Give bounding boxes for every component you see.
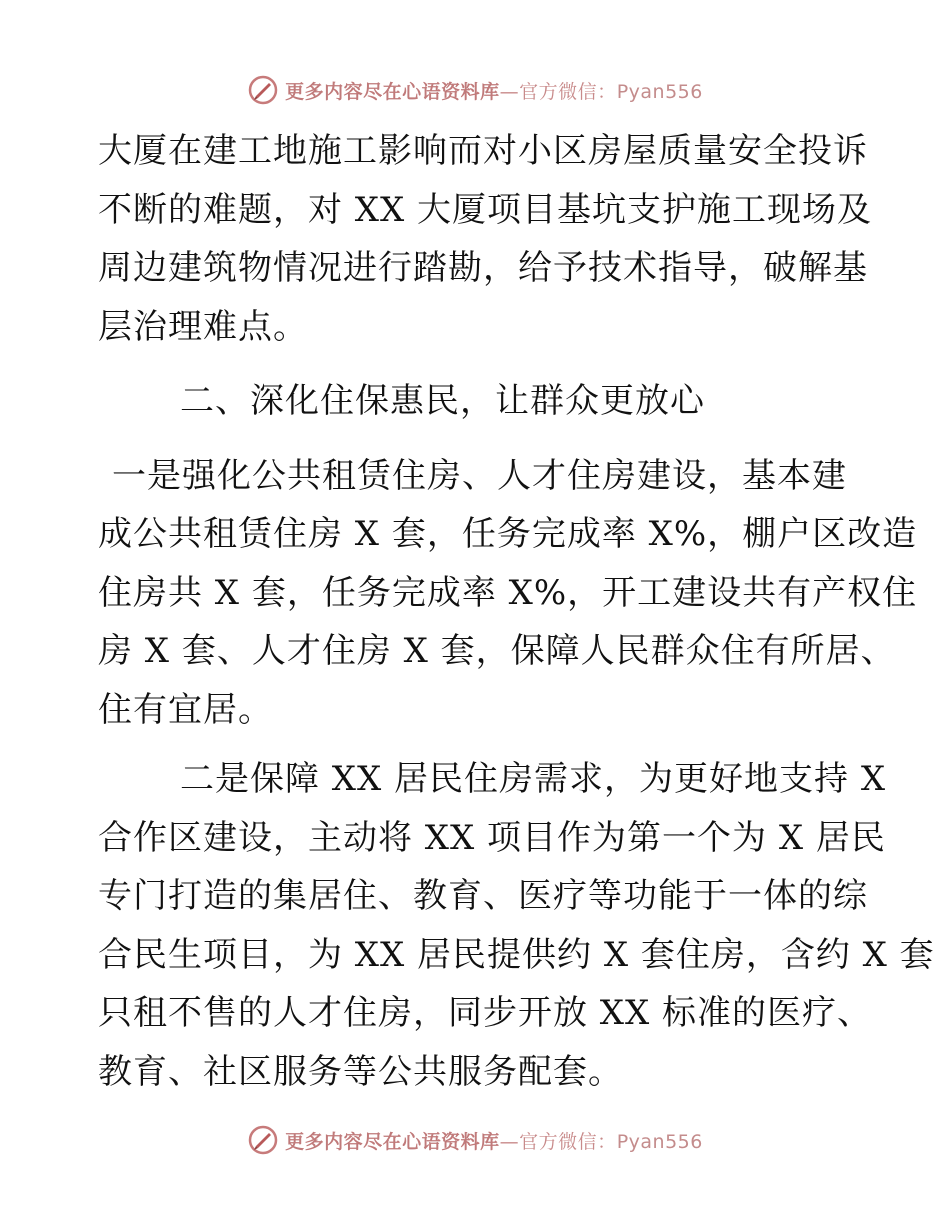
text-line: 大厦在建工地施工影响而对小区房屋质量安全投诉 (98, 131, 868, 171)
watermark-handle: Pyan556 (616, 80, 703, 103)
text-line: 住房共 X 套，任务完成率 X%，开工建设共有产权住 (98, 572, 918, 613)
watermark-separator: — (499, 80, 520, 103)
text-line: 周边建筑物情况进行踏勘，给予技术指导，破解基 (98, 248, 868, 288)
text-line: 层治理难点。 (98, 306, 308, 347)
text-line: 只租不售的人才住房，同步开放 XX 标准的医疗、 (98, 993, 873, 1033)
text-line: 不断的难题，对 XX 大厦项目基坑支护施工现场及 (98, 189, 873, 230)
brand-logo-icon (247, 74, 279, 106)
watermark-main-text: 更多内容尽在心语资料库 (285, 1130, 500, 1153)
text-line: 合民生项目，为 XX 居民提供约 X 套住房，含约 X 套 (98, 934, 935, 975)
footer-watermark (0, 1120, 950, 1160)
paragraph-1 (98, 122, 873, 356)
text-line: 二是保障 XX 居民住房需求，为更好地支持 X (180, 759, 887, 799)
text-line: 住有宜居。 (98, 689, 273, 730)
watermark-official-label: 官方微信： (519, 80, 617, 103)
document-body (98, 122, 935, 1101)
text-line: 专门打造的集居住、教育、医疗等功能于一体的综 (98, 876, 868, 916)
section-heading (98, 372, 858, 431)
brand-logo-icon (247, 1124, 279, 1156)
text-line: 成公共租赁住房 X 套，任务完成率 X%，棚户区改造 (98, 514, 918, 554)
text-line: 一是强化公共租赁住房、人才住房建设，基本建 (112, 455, 847, 496)
paragraph-2 (98, 447, 918, 740)
text-line: 教育、社区服务等公共服务配套。 (98, 1051, 623, 1092)
watermark-separator: — (499, 1130, 520, 1153)
text-line: 合作区建设，主动将 XX 项目作为第一个为 X 居民 (98, 817, 886, 858)
header-watermark (0, 70, 950, 110)
watermark-handle: Pyan556 (616, 1130, 703, 1153)
heading-text: 二、深化住保惠民，让群众更放心 (180, 381, 705, 421)
watermark-official-label: 官方微信： (519, 1130, 617, 1153)
paragraph-3 (98, 750, 935, 1101)
text-line: 房 X 套、人才住房 X 套，保障人民群众住有所居、 (98, 631, 896, 671)
watermark-main-text: 更多内容尽在心语资料库 (285, 80, 500, 103)
